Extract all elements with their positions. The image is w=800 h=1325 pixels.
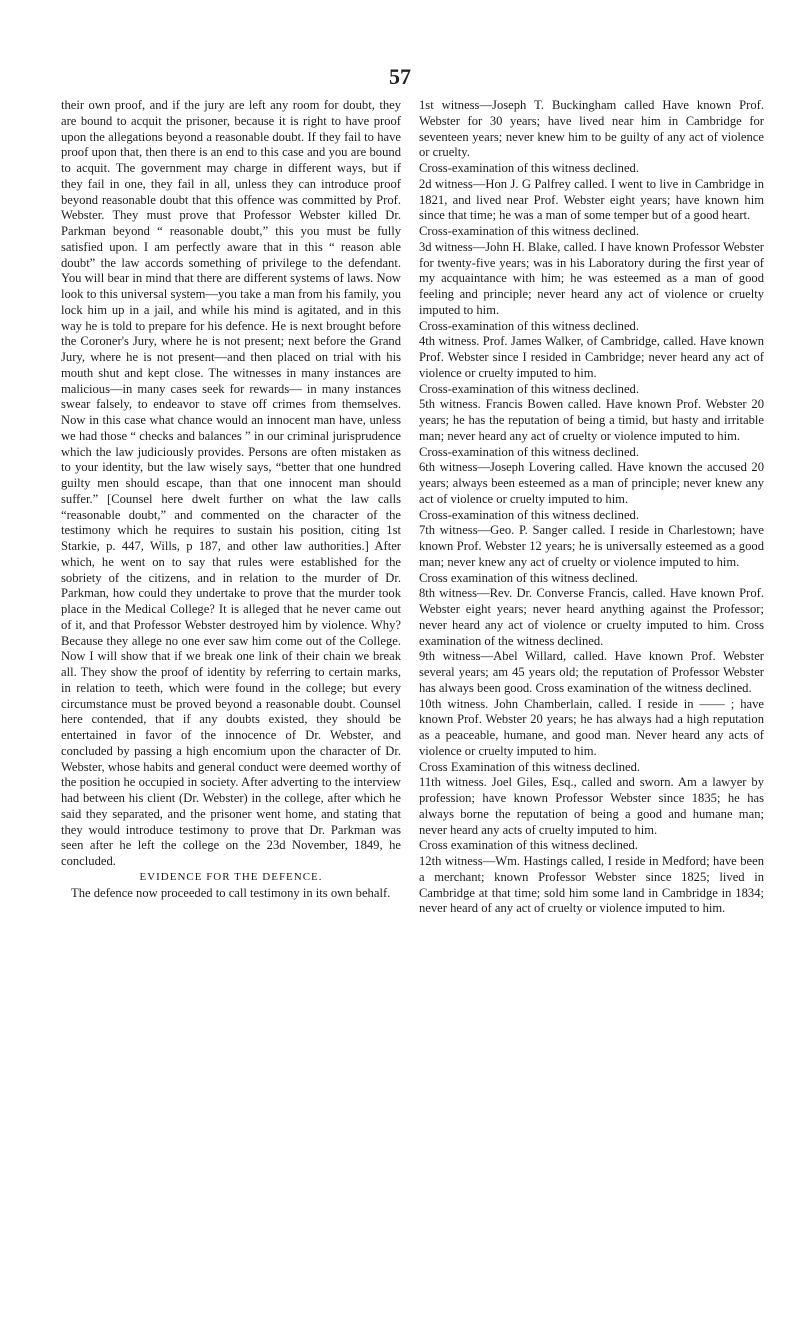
witness-entry: Cross examination of this witness declined. [419,838,638,853]
section-heading: EVIDENCE FOR THE DEFENCE. [139,870,323,883]
defence-argument-text: their own proof, and if the jury are left any room for doubt, they are bound to acquit the prisoner, because it is right to have proof upon the allegations beyond a reasonable doubt. If they fail to have proof upon that, then there is an end to this case and you are bound to acquit. The government may charge in different ways, but if they fail in one, they fail in all, unless they can introduce proof beyond reasonable doubt that this offence was committed by Prof. Webster. They must prove that Professor Webster killed Dr. Parkman beyond “ reasonable doubt,” this you must be fully satisfied upon. I am perfectly aware that in this “ reason able doubt” the law accords something of privilege to the defendant. You will bear in mind that there are different systems of laws. Now look to this universal system—you take a man from his family, you lock him up in a jail, and while his mind is agitated, and in this way he is told to prepare for his defence. He is next brought before the Coroner's Jury, where he is not present; next before the Grand Jury, where he is not present—and then placed on trial with his mouth shut and kept close. The witnesses in many instances are malicious—in many cases seek for rewards— in many instances swear falsely, to endeavor to stave off crimes from themselves. Now in this case what chance would an innocent man have, unless we had those “ checks and balances ” in our criminal jurisprudence which the law judiciously provides. Persons are often mistaken as to your identity, but the law wisely says, “better that one hundred guilty men should escape, than that one innocent man should suffer.” [Counsel here dwelt further on what the law calls “reasonable doubt,” and commented on the character of the testimony which he requires to sustain his position, citing 1st Starkie, p. 447, Wills, p 187, and other law authorities.] After which, he went on to say that rules were established for the sobriety of the citizens, and in relation to the murder of Dr. Parkman, how could they undertake to prove that the murder took place in the Medical College? It is alleged that he never came out of it, and that Professor Webster destroyed him by violence. Why? Because they allege no one ever saw him come out of the College. Now I will show that if we break one link of their chain we break all. They show the proof of identity by referring to certain marks, in relation to teeth, which were found in the college; but every circumstance must be proved beyond a reasonable doubt. Counsel here contended, that if any doubts existed, they should be entertained in favor of the innocence of Dr. Webster, and concluded by passing a high encomium upon the character of Dr. Webster, whose habits and general conduct were deemed worthy of the position he occupied in society. After adverting to the interview had between his client (Dr. Webster) in the college, after which he said they separated, and the prisoner went home, and stating that they would introduce testimony to prove that Dr. Parkman was seen after he left the college on the 23d November, 1849, he concluded. [61,98,401,868]
witness-entry: Cross-examination of this witness declined. [419,224,640,238]
witness-entry: Cross-examination of this witness declined. [419,161,640,175]
left-column [61,98,401,901]
witness-entry: 8th witness—Rev. Dr. Converse Francis, called. Have known Prof. Webster eight years; never heard anything against the Professor; never heard any act of violence or cruelty imputed to him. Cross examination of the witness declined. [419,586,764,648]
witness-entry: 1st witness—Joseph T. Buckingham called Have known Prof. Webster for 30 years; have lived near him in Cambridge for seventeen years; never knew him to be guilty of any act of violence or cruelty. [419,98,764,160]
witness-entry: 2d witness—Hon J. G Palfrey called. I went to live in Cambridge in 1821, and lived near Prof. Webster eight years; have known him since that time; he was a man of some temper but of a good heart. [419,176,764,223]
witness-entry: 11th witness. Joel Giles, Esq., called and sworn. Am a lawyer by profession; have known Professor Webster since 1835; he has always borne the reputation of being a good and humane man; never heard any acts of cruelty imputed to him. [419,775,764,837]
witness-entry: Cross Examination of this witness declined. [419,759,641,774]
witness-entry: 9th witness—Abel Willard, called. Have known Prof. Webster several years; am 45 years old; the reputation of Professor Webster has always been good. Cross examination of the witness declined. [419,649,764,695]
witness-entry: 5th witness. Francis Bowen called. Have known Prof. Webster 20 years; he has the reputation of being a timid, but hasty and irritable man; never heard any act of cruelty or violence imputed to him. [419,397,764,443]
witness-entry: Cross-examination of this witness declined. [419,318,640,333]
witness-entry: 10th witness. John Chamberlain, called. I reside in —— ; have known Prof. Webster 20 years; he has always had a high reputation as a peaceable, humane, and good man. Never heard any acts of violence or cruelty imputed to him. [419,696,764,758]
witness-entry: 12th witness—Wm. Hastings called, I reside in Medford; have been a merchant; known Professor Webster since 1825; lived in Cambridge at that time; sold him some land in Cambridge in 1834; never heard of any act of cruelty or violence imputed to him. [419,854,764,916]
witness-entry: 7th witness—Geo. P. Sanger called. I reside in Charlestown; have known Prof. Webster 12 years; he is universally esteemed as a good man; never knew any act of cruelty or violence imputed to him. [419,523,764,569]
defence-closing-text: The defence now proceeded to call testimony in its own behalf. [71,885,391,900]
witness-entry: 6th witness—Joseph Lovering called. Have known the accused 20 years; always been esteemed as a man of principle; never knew any act of violence or cruelty imputed to him. [419,460,764,506]
witness-entry: Cross examination of this witness declined. [419,570,638,585]
page-number: 57 [389,64,411,89]
witness-entry: Cross-examination of this witness declined. [419,507,640,522]
witness-entry: 4th witness. Prof. James Walker, of Cambridge, called. Have known Prof. Webster since I resided in Cambridge; never heard any act of violence or cruelty imputed to him. [419,334,764,380]
witness-entry: Cross-examination of this witness declined. [419,444,640,459]
witness-entry: 3d witness—John H. Blake, called. I have known Professor Webster for twenty-five years; was in his Laboratory during the first year of my acquaintance with him; he was esteemed as a man of good feeling and principle; never heard any act of violence or cruelty imputed to him. [419,239,764,317]
right-column [419,98,764,917]
witness-entry: Cross-examination of this witness declined. [419,381,640,396]
